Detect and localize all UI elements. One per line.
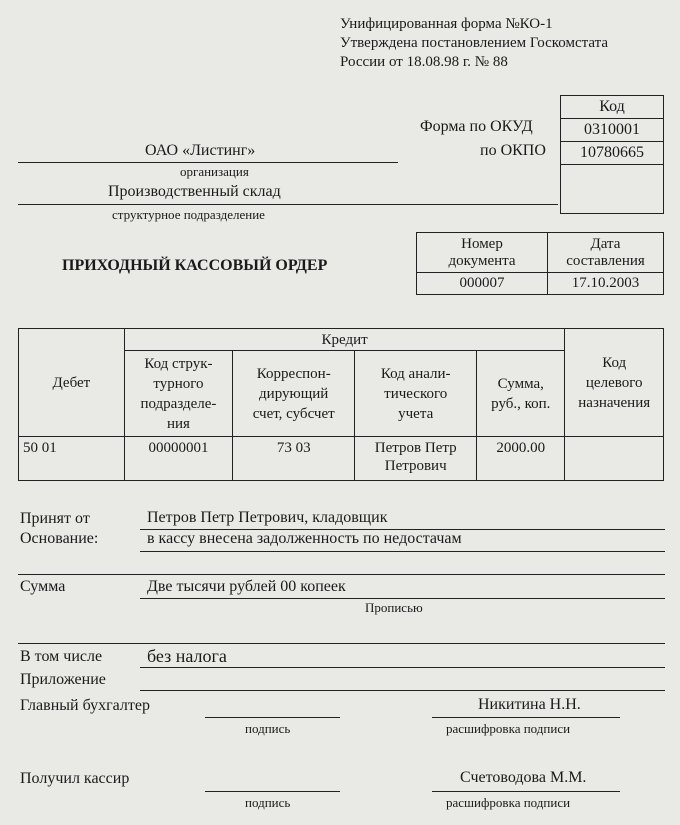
organization-line: [18, 162, 398, 163]
division-caption: структурное подразделение: [112, 207, 265, 222]
analytic-header-l2: тического: [384, 385, 448, 402]
including-label: В том числе: [20, 648, 103, 665]
purpose-value: [565, 437, 664, 481]
sum-header: [477, 351, 565, 437]
division-header-l4: ния: [166, 415, 190, 432]
approval-date-line: России от 18.08.98 г. № 88: [340, 54, 508, 70]
sum-words-value: Две тысячи рублей 00 копеек: [147, 578, 346, 595]
cashier-name: Счетоводова М.М.: [460, 769, 587, 786]
approval-line: Утверждена постановлением Госкомстата: [340, 35, 609, 51]
division-header-l3: подразделе-: [140, 395, 217, 412]
analytic-header: [355, 351, 477, 437]
received-from-value: Петров Петр Петрович, кладовщик: [147, 509, 388, 526]
doc-date-value: 17.10.2003: [548, 273, 664, 295]
doc-date-header: [548, 233, 664, 273]
basis-value: в кассу внесена задолженность по недостачам: [147, 530, 462, 547]
cashier-name-line: [432, 791, 620, 792]
credit-header: Кредит: [124, 329, 565, 351]
code-table: [560, 95, 664, 214]
sum-header-l2: руб., коп.: [491, 395, 551, 412]
chief-accountant-name: Никитина Н.Н.: [478, 696, 581, 713]
sum-words-caption: Прописью: [365, 600, 423, 615]
account-value: 73 03: [233, 437, 355, 481]
division-line: [18, 204, 558, 205]
table-row: [19, 437, 664, 481]
chief-decode-caption: расшифровка подписи: [446, 721, 571, 736]
account-header-l3: счет, субсчет: [252, 405, 335, 422]
received-from-label: Принят от: [20, 510, 90, 527]
chief-name-line: [432, 717, 620, 718]
division-code-header: [124, 351, 232, 437]
document-table: [416, 232, 664, 295]
sum-header-l1: Сумма,: [497, 375, 544, 392]
division-code-value: 00000001: [124, 437, 232, 481]
okpo-label: по ОКПО: [480, 142, 546, 159]
purpose-header: [565, 329, 664, 437]
organization-caption: организация: [180, 164, 249, 179]
account-header: [233, 351, 355, 437]
purpose-header-l1: Код: [602, 354, 627, 371]
division-header-l2: турного: [153, 375, 204, 392]
chief-accountant-label: Главный бухгалтер: [20, 697, 150, 714]
cashier-signature-caption: подпись: [245, 795, 291, 810]
form-code-line: Унифицированная форма №КО-1: [340, 16, 553, 32]
analytic-header-l1: Код анали-: [380, 365, 451, 382]
analytic-value: [355, 437, 477, 481]
doc-number-value: 000007: [417, 273, 548, 295]
doc-number-header-line1: Номер: [461, 235, 503, 252]
analytic-value-l1: Петров Петр: [374, 440, 457, 456]
debit-header: Дебет: [19, 329, 125, 437]
sum-words-line-2: [18, 643, 665, 644]
okpo-value: 10780665: [561, 142, 664, 165]
account-header-l2: дирующий: [259, 385, 329, 402]
basis-line: [140, 551, 665, 552]
division-header-l1: Код струк-: [144, 355, 213, 372]
okud-value: 0310001: [561, 119, 664, 142]
main-table: [18, 328, 664, 481]
doc-number-header: [417, 233, 548, 273]
chief-signature-line: [205, 717, 340, 718]
code-head: Код: [561, 96, 664, 119]
sum-words-line: [140, 598, 665, 599]
debit-value: 50 01: [19, 437, 125, 481]
doc-date-header-line2: составления: [566, 252, 645, 269]
analytic-value-l2: Петрович: [384, 458, 447, 474]
basis-line-2: [18, 574, 665, 575]
basis-label: Основание:: [20, 530, 99, 547]
doc-number-header-line2: документа: [448, 252, 516, 269]
purpose-header-l3: назначения: [578, 394, 651, 411]
sum-label: Сумма: [20, 578, 66, 595]
analytic-header-l3: учета: [398, 405, 434, 422]
okud-label: Форма по ОКУД: [420, 118, 533, 135]
page-title: ПРИХОДНЫЙ КАССОВЫЙ ОРДЕР: [62, 257, 328, 274]
purpose-header-l2: целевого: [585, 374, 643, 391]
attachment-label: Приложение: [20, 671, 106, 688]
including-value: без налога: [147, 646, 227, 666]
attachment-line: [140, 690, 665, 691]
account-header-l1: Корреспон-: [256, 365, 331, 382]
division-name: Производственный склад: [108, 183, 281, 200]
cashier-decode-caption: расшифровка подписи: [446, 795, 571, 810]
cashier-label: Получил кассир: [20, 770, 130, 787]
including-line: [140, 667, 665, 668]
doc-date-header-line1: Дата: [590, 235, 621, 252]
organization-name: ОАО «Листинг»: [145, 142, 256, 159]
code-empty-cell: [561, 165, 664, 214]
sum-value: 2000.00: [477, 437, 565, 481]
cashier-signature-line: [205, 791, 340, 792]
chief-signature-caption: подпись: [245, 721, 291, 736]
